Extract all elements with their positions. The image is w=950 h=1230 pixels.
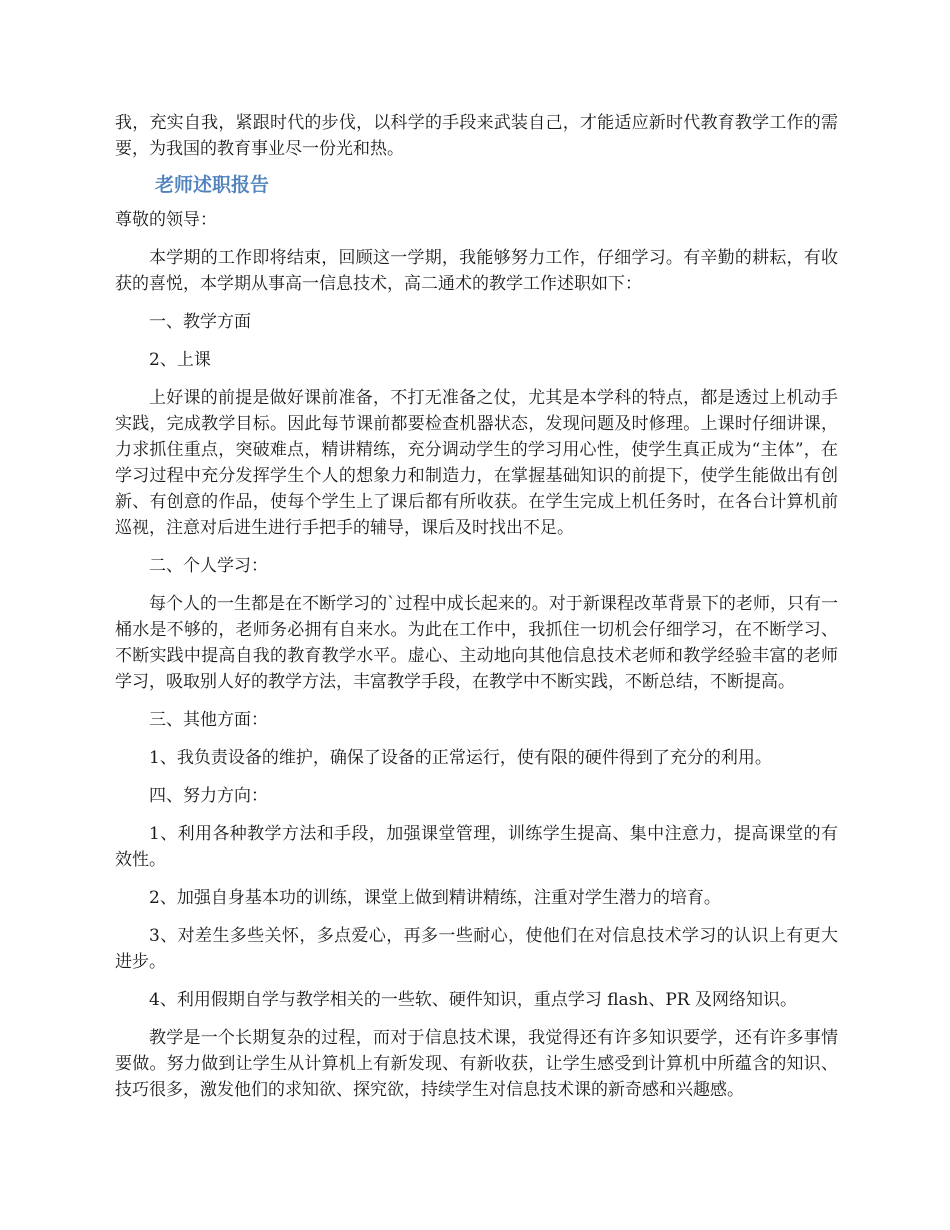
direction-item-3: 3、对差生多些关怀，多点爱心，再多一些耐心，使他们在对信息技术学习的认识上有更大进步。 xyxy=(115,926,838,972)
direction-item-1: 1、利用各种教学方法和手段，加强课堂管理，训练学生提高、集中注意力，提高课堂的有效性。 xyxy=(115,824,838,870)
direction-item-4: 4、利用假期自学与教学相关的一些软、硬件知识，重点学习 flash、PR 及网络知识。 xyxy=(149,990,798,1010)
paragraph-class: 上好课的前提是做好课前准备，不打无准备之仗，尤其是本学科的特点，都是透过上机动手实践，完成教学目标。因此每节课前都要检查机器状态，发现问题及时修理。上课时仔细讲课，力求抓住重点，突破难点，精讲精练，充分调动学生的学习用心性，使学生真正成为“主体”，在学习过程中充分发挥学生个人的想象力和制造力，在掌握基础知识的前提下，使学生能做出有创新、有创意的作品，使每个学生上了课后都有所收获。在学生完成上机任务时，在各台计算机前巡视，注意对后进生进行手把手的辅导，课后及时找出不足。 xyxy=(115,388,838,538)
paragraph-intro: 本学期的工作即将结束，回顾这一学期，我能够努力工作，仔细学习。有辛勤的耕耘，有收获的喜悦，本学期从事高一信息技术，高二通术的教学工作述职如下： xyxy=(115,248,838,294)
heading-direction: 四、努力方向： xyxy=(149,786,268,806)
paragraph-conclusion: 教学是一个长期复杂的过程，而对于信息技术课，我觉得还有许多知识要学，还有许多事情要做。努力做到让学生从计算机上有新发现、有新收获，让学生感受到计算机中所蕴含的知识、技巧很多，激发他们的求知欲、探究欲，持续学生对信息技术课的新奇感和兴趣感。 xyxy=(115,1028,838,1100)
heading-teaching: 一、教学方面 xyxy=(149,312,251,332)
heading-other: 三、其他方面： xyxy=(149,710,268,730)
document-title: 老师述职报告 xyxy=(155,174,270,196)
salutation: 尊敬的领导： xyxy=(115,210,217,230)
paragraph-personal-study: 每个人的一生都是在不断学习的`过程中成长起来的。对于新课程改革背景下的老师，只有一桶水是不够的，老师务必拥有自来水。为此在工作中，我抓住一切机会仔细学习，在不断学习、不断实践中提高自我的教育教学水平。虚心、主动地向其他信息技术老师和教学经验丰富的老师学习，吸取别人好的教学方法，丰富教学手段，在教学中不断实践，不断总结，不断提高。 xyxy=(115,594,838,692)
heading-personal-study: 二、个人学习： xyxy=(149,556,268,576)
document-page xyxy=(115,110,838,1103)
direction-item-2: 2、加强自身基本功的训练，课堂上做到精讲精练，注重对学生潜力的培育。 xyxy=(149,888,721,908)
subheading-class: 2、上课 xyxy=(149,350,211,370)
lead-paragraph: 我，充实自我，紧跟时代的步伐，以科学的手段来武装自己，才能适应新时代教育教学工作的需要，为我国的教育事业尽一份光和热。 xyxy=(115,113,838,159)
paragraph-other: 1、我负责设备的维护，确保了设备的正常运行，使有限的硬件得到了充分的利用。 xyxy=(149,748,772,768)
